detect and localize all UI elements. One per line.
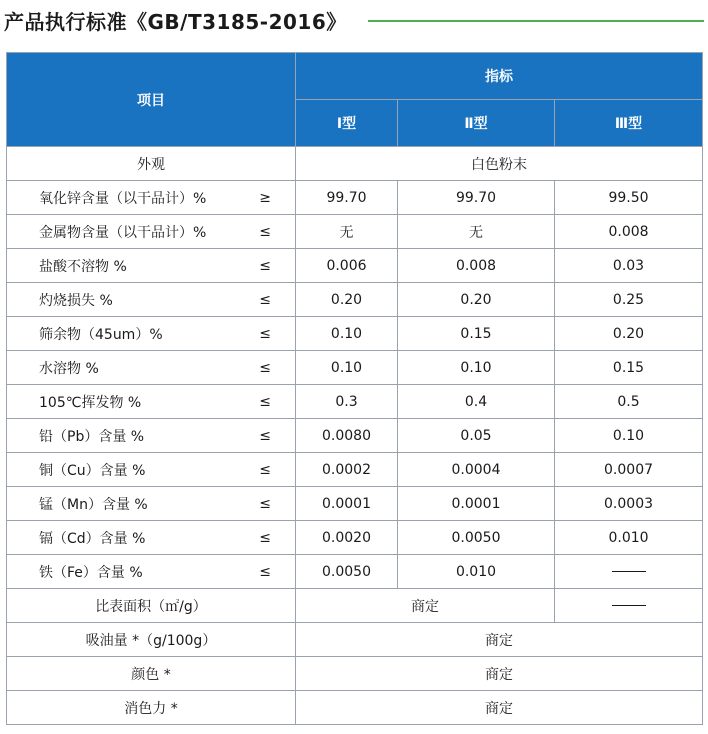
row-name: 氧化锌含量（以干品计）% xyxy=(39,190,207,207)
row-value: 商定 xyxy=(296,589,555,623)
row-name: 铅（Pb）含量 % xyxy=(39,428,145,445)
row-name-cell xyxy=(7,317,296,351)
row-value-type-2: 0.0004 xyxy=(398,453,555,487)
row-value-type-2: 0.0050 xyxy=(398,521,555,555)
row-value: 商定 xyxy=(296,623,703,657)
row-value-type-1: 0.0050 xyxy=(296,555,398,589)
row-value-type-3: 99.50 xyxy=(555,181,703,215)
title-bar xyxy=(0,0,708,40)
row-value-type-2: 99.70 xyxy=(398,181,555,215)
row-name-cell xyxy=(7,419,296,453)
table-row xyxy=(7,215,703,249)
row-value-type-3: 0.010 xyxy=(555,521,703,555)
dash-placeholder xyxy=(612,571,646,572)
row-value-type-3: 0.25 xyxy=(555,283,703,317)
row-value-type-3: 0.03 xyxy=(555,249,703,283)
row-value-type-3-cell xyxy=(555,555,703,589)
row-value-type-1: 0.0020 xyxy=(296,521,398,555)
row-operator: ≤ xyxy=(259,427,271,444)
row-name: 外观 xyxy=(7,147,296,181)
row-value-type-3: 0.0007 xyxy=(555,453,703,487)
row-name-cell xyxy=(7,181,296,215)
dash-placeholder xyxy=(612,605,646,606)
row-name-cell xyxy=(7,385,296,419)
table-row xyxy=(7,181,703,215)
row-value-type-1: 无 xyxy=(296,215,398,249)
row-operator: ≤ xyxy=(259,393,271,410)
row-operator: ≤ xyxy=(259,325,271,342)
row-value-type-1: 0.3 xyxy=(296,385,398,419)
row-name-cell xyxy=(7,249,296,283)
row-name: 镉（Cd）含量 % xyxy=(39,530,146,547)
col-header-type-1: Ⅰ型 xyxy=(296,100,398,147)
row-value-type-3-cell xyxy=(555,589,703,623)
col-header-index: 指标 xyxy=(296,53,703,100)
row-value-type-1: 0.0001 xyxy=(296,487,398,521)
row-name: 铁（Fe）含量 % xyxy=(39,564,143,581)
row-operator: ≤ xyxy=(259,563,271,580)
row-value-type-2: 0.20 xyxy=(398,283,555,317)
table-row xyxy=(7,555,703,589)
table-row xyxy=(7,657,703,691)
row-value-type-3: 0.5 xyxy=(555,385,703,419)
row-value-type-3: 0.20 xyxy=(555,317,703,351)
row-name-cell xyxy=(7,487,296,521)
row-value-type-2: 0.05 xyxy=(398,419,555,453)
col-header-item: 项目 xyxy=(7,53,296,147)
row-value-type-2: 0.010 xyxy=(398,555,555,589)
table-row xyxy=(7,419,703,453)
row-value-type-2: 0.0001 xyxy=(398,487,555,521)
table-row xyxy=(7,487,703,521)
row-name-cell xyxy=(7,555,296,589)
spec-table xyxy=(6,52,703,725)
row-value-type-2: 无 xyxy=(398,215,555,249)
row-name: 筛余物（45um）% xyxy=(39,326,163,343)
table-row xyxy=(7,453,703,487)
row-operator: ≤ xyxy=(259,291,271,308)
table-row xyxy=(7,385,703,419)
row-name: 105℃挥发物 % xyxy=(39,394,142,411)
col-header-type-2: Ⅱ型 xyxy=(398,100,555,147)
row-name: 比表面积（㎡/g） xyxy=(7,589,296,623)
row-value-type-3: 0.0003 xyxy=(555,487,703,521)
row-value: 商定 xyxy=(296,657,703,691)
page-title: 产品执行标准《GB/T3185-2016》 xyxy=(4,10,347,34)
table-row xyxy=(7,589,703,623)
row-value-type-1: 0.10 xyxy=(296,317,398,351)
table-row xyxy=(7,351,703,385)
title-divider xyxy=(368,20,704,22)
table-row xyxy=(7,521,703,555)
row-name-cell xyxy=(7,521,296,555)
row-value-type-3: 0.10 xyxy=(555,419,703,453)
row-value-type-1: 0.20 xyxy=(296,283,398,317)
table-row xyxy=(7,147,703,181)
row-name: 铜（Cu）含量 % xyxy=(39,462,146,479)
row-value-type-3: 0.15 xyxy=(555,351,703,385)
row-operator: ≤ xyxy=(259,359,271,376)
row-name: 消色力 * xyxy=(7,691,296,725)
row-value-type-2: 0.008 xyxy=(398,249,555,283)
table-row xyxy=(7,283,703,317)
row-name-cell xyxy=(7,215,296,249)
row-value-type-2: 0.10 xyxy=(398,351,555,385)
table-row xyxy=(7,691,703,725)
row-name: 灼烧损失 % xyxy=(39,292,113,309)
row-value-type-1: 0.0080 xyxy=(296,419,398,453)
row-value-type-1: 99.70 xyxy=(296,181,398,215)
row-name-cell xyxy=(7,453,296,487)
table-row xyxy=(7,249,703,283)
row-value-type-1: 0.10 xyxy=(296,351,398,385)
row-operator: ≤ xyxy=(259,461,271,478)
row-value: 商定 xyxy=(296,691,703,725)
row-operator: ≤ xyxy=(259,495,271,512)
row-value-type-2: 0.15 xyxy=(398,317,555,351)
row-operator: ≤ xyxy=(259,223,271,240)
row-value-type-2: 0.4 xyxy=(398,385,555,419)
row-name: 颜色 * xyxy=(7,657,296,691)
row-value: 白色粉末 xyxy=(296,147,703,181)
row-name: 锰（Mn）含量 % xyxy=(39,496,148,513)
row-value-type-3: 0.008 xyxy=(555,215,703,249)
row-name-cell xyxy=(7,351,296,385)
row-name-cell xyxy=(7,283,296,317)
table-row xyxy=(7,317,703,351)
row-value-type-1: 0.0002 xyxy=(296,453,398,487)
row-operator: ≤ xyxy=(259,257,271,274)
row-name: 吸油量 *（g/100g） xyxy=(7,623,296,657)
row-value-type-1: 0.006 xyxy=(296,249,398,283)
row-name: 水溶物 % xyxy=(39,360,99,377)
row-operator: ≤ xyxy=(259,529,271,546)
col-header-type-3: Ⅲ型 xyxy=(555,100,703,147)
table-row xyxy=(7,623,703,657)
row-operator: ≥ xyxy=(259,189,271,206)
row-name: 盐酸不溶物 % xyxy=(39,258,127,275)
row-name: 金属物含量（以干品计）% xyxy=(39,224,207,241)
